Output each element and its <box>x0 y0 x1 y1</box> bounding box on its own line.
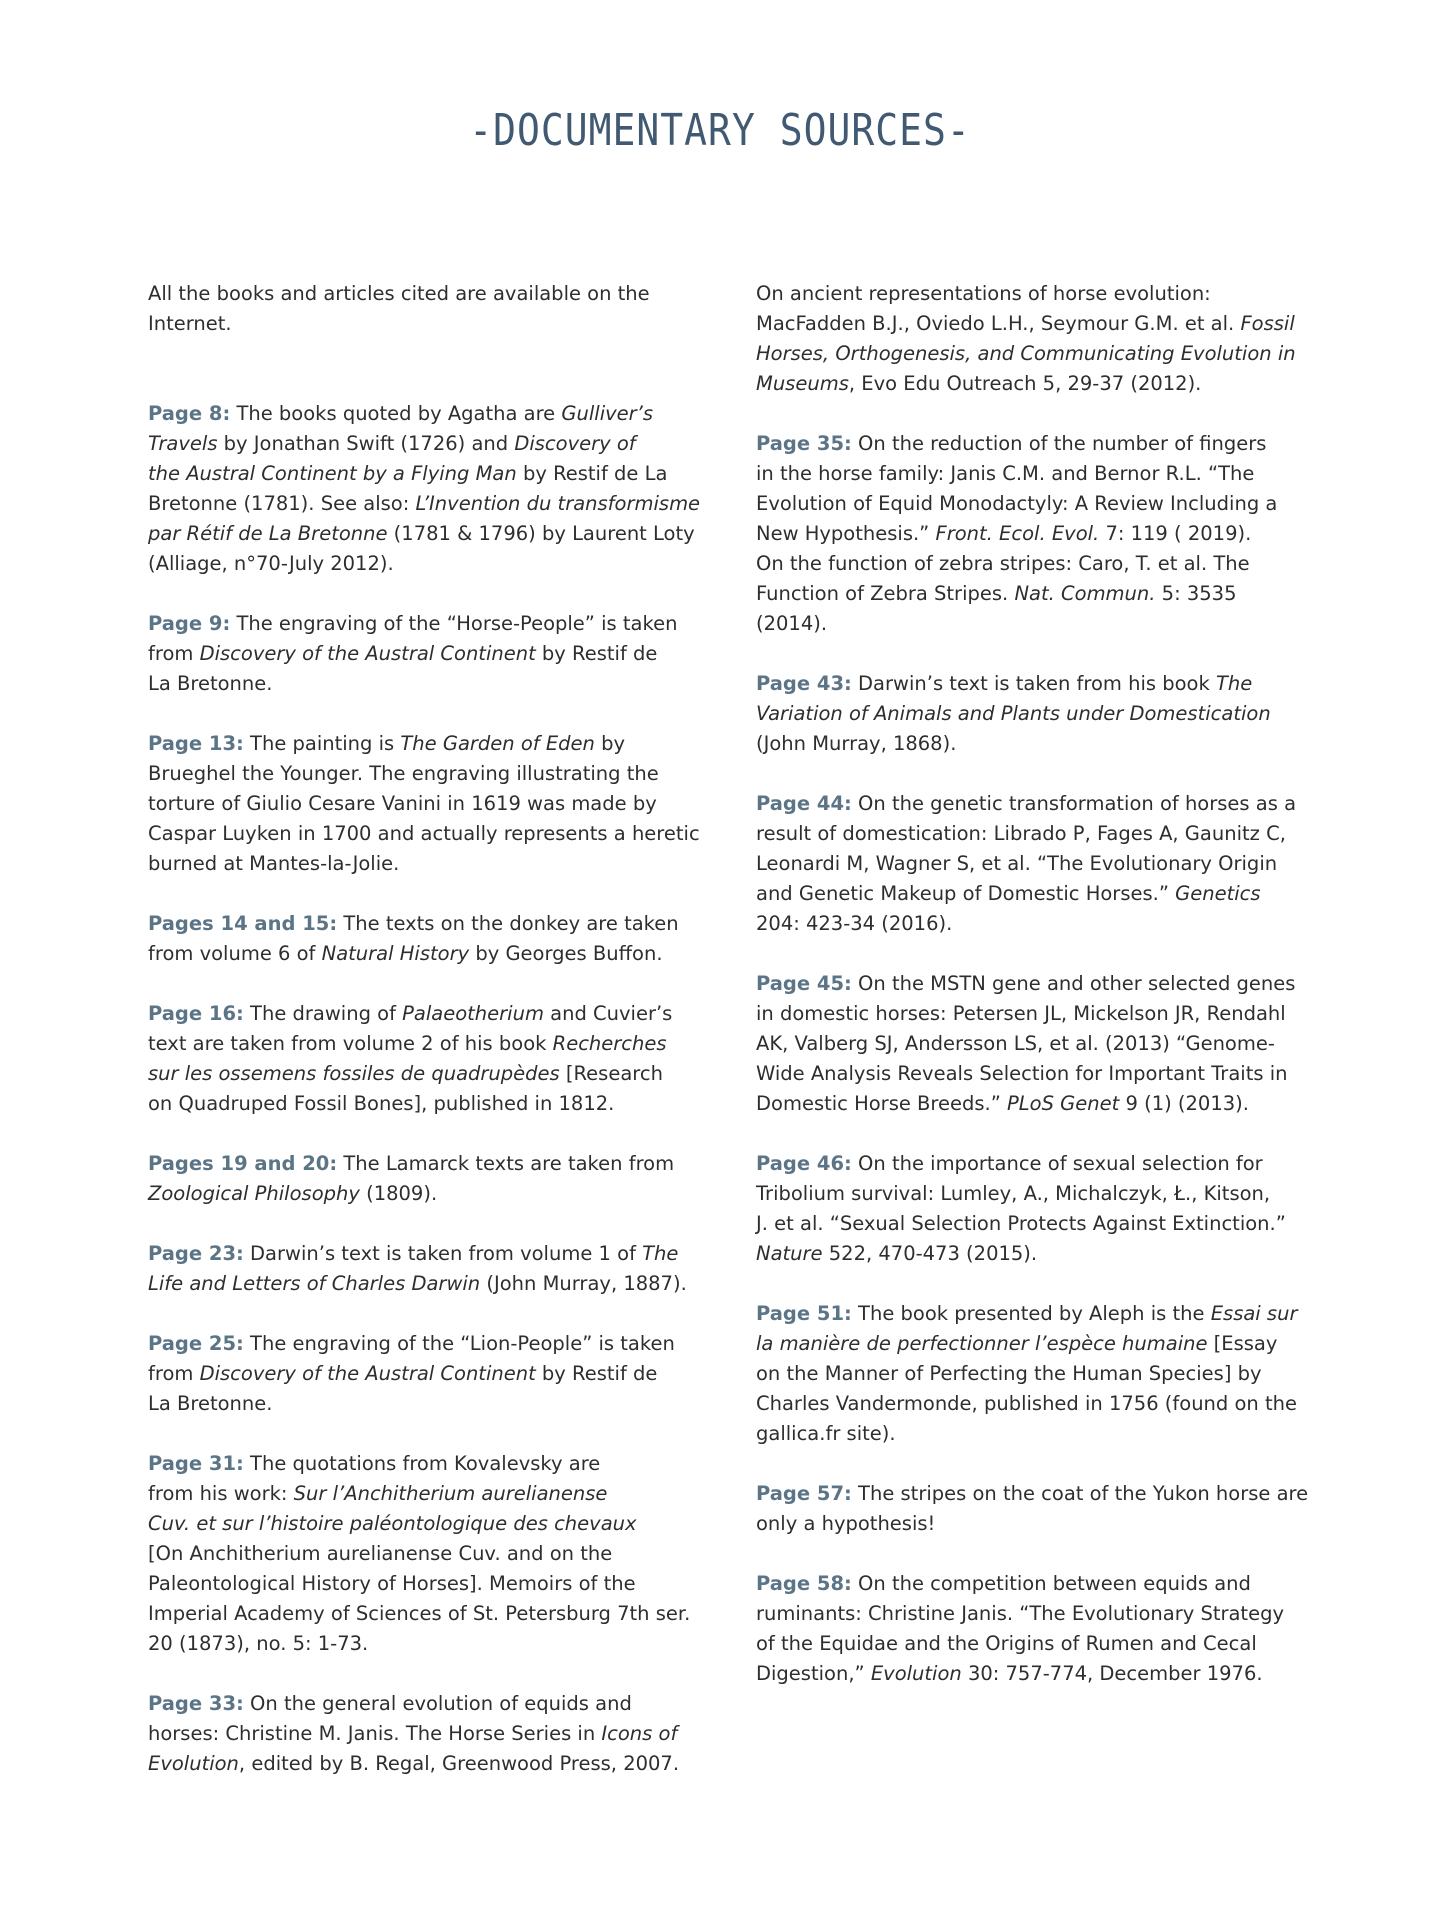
entry-line <box>756 519 1328 549</box>
entry-line <box>756 1629 1328 1659</box>
italic-title: Nature <box>756 1242 823 1265</box>
italic-title: Discovery of the Austral Continent <box>199 1362 536 1385</box>
right-entries <box>756 279 1328 1689</box>
entry-line <box>148 1539 723 1569</box>
entry-text: 9 (1) (2013). <box>1119 1092 1249 1115</box>
italic-title: Recherches <box>552 1032 667 1055</box>
italic-title: Discovery of the Austral Continent <box>199 642 536 665</box>
entry-line <box>756 1479 1328 1509</box>
entry-line <box>148 1629 723 1659</box>
entry-text: by Restif de La <box>516 462 668 485</box>
source-entry <box>756 429 1328 639</box>
page-reference-label: Page 31: <box>148 1452 244 1475</box>
italic-title: PLoS Genet <box>1007 1092 1120 1115</box>
page-reference-label: Page 16: <box>148 1002 244 1025</box>
entry-text: The books quoted by Agatha are <box>230 402 562 425</box>
page-reference-label: Page 33: <box>148 1692 244 1715</box>
entry-line <box>756 819 1328 849</box>
entry-line <box>148 549 723 579</box>
entry-line <box>148 609 723 639</box>
entry-text: on Quadruped Fossil Bones], published in 1812. <box>148 1092 615 1115</box>
entry-line <box>756 279 1328 309</box>
entry-text: Function of Zebra Stripes. <box>756 582 1015 605</box>
entry-line <box>148 1149 723 1179</box>
entry-text: (1809). <box>359 1182 438 1205</box>
entry-text: 522, 470-473 (2015). <box>822 1242 1038 1265</box>
entry-line <box>756 789 1328 819</box>
page-reference-label: Pages 19 and 20: <box>148 1152 338 1175</box>
entry-text: of the Equidae and the Origins of Rumen and Cecal <box>756 1632 1257 1655</box>
entry-line <box>148 1239 723 1269</box>
source-entry <box>148 1329 723 1419</box>
source-entry <box>756 789 1328 939</box>
entry-text: The engraving of the “Lion-People” is taken <box>243 1332 675 1355</box>
left-column <box>148 279 723 1809</box>
entry-text: gallica.fr site). <box>756 1422 896 1445</box>
italic-title: Variation of Animals and Plants under Domestication <box>756 702 1271 725</box>
intro-paragraph <box>148 279 723 339</box>
entry-line <box>756 1209 1328 1239</box>
entry-text: (John Murray, 1887). <box>480 1272 687 1295</box>
entry-text: Bretonne (1781). See also: <box>148 492 416 515</box>
italic-title: Palaeotherium <box>402 1002 544 1025</box>
italic-title: Gulliver’s <box>561 402 654 425</box>
entry-line <box>756 849 1328 879</box>
entry-line <box>148 489 723 519</box>
entry-text: Imperial Academy of Sciences of St. Petersburg 7th ser. <box>148 1602 691 1625</box>
italic-title: la manière de perfectionner l’espèce humaine <box>756 1332 1208 1355</box>
entry-text: On the importance of sexual selection for <box>851 1152 1263 1175</box>
source-entry <box>756 279 1328 399</box>
entry-line <box>148 729 723 759</box>
source-entry <box>148 609 723 699</box>
left-entries <box>148 399 723 1779</box>
italic-title: The <box>1215 672 1253 695</box>
entry-line <box>756 1419 1328 1449</box>
entry-line <box>756 909 1328 939</box>
entry-line <box>148 759 723 789</box>
italic-title: The <box>642 1242 679 1265</box>
entry-text: Tribolium survival: Lumley, A., Michalczyk, Ł., Kitson, <box>756 1182 1271 1205</box>
page-reference-label: Page 44: <box>756 792 852 815</box>
page-reference-label: Page 9: <box>148 612 231 635</box>
entry-line <box>756 1509 1328 1539</box>
entry-text: by Georges Buffon. <box>469 942 663 965</box>
entry-line <box>756 1599 1328 1629</box>
entry-text: from his work: <box>148 1482 294 1505</box>
entry-text: [Essay <box>1207 1332 1278 1355</box>
entry-line <box>756 489 1328 519</box>
entry-text: On the MSTN gene and other selected genes <box>851 972 1296 995</box>
entry-line <box>148 519 723 549</box>
entry-text: from volume 6 of <box>148 942 322 965</box>
source-entry <box>148 1149 723 1209</box>
entry-text: Darwin’s text is taken from volume 1 of <box>243 1242 643 1265</box>
italic-title: Evolution <box>870 1662 962 1685</box>
entry-line <box>148 1479 723 1509</box>
entry-line <box>148 1059 723 1089</box>
entry-line <box>148 1719 723 1749</box>
entry-line <box>148 1329 723 1359</box>
source-entry <box>148 1689 723 1779</box>
italic-title: par Rétif de La Bretonne <box>148 522 388 545</box>
entry-text: by Restif de <box>535 1362 658 1385</box>
entry-text: horses: Christine M. Janis. The Horse Series in <box>148 1722 602 1745</box>
entry-line <box>148 1389 723 1419</box>
italic-title: Natural History <box>321 942 470 965</box>
source-entry <box>756 669 1328 759</box>
entry-text: Darwin’s text is taken from his book <box>851 672 1216 695</box>
entry-line <box>756 1659 1328 1689</box>
entry-text: The texts on the donkey are taken <box>337 912 679 935</box>
entry-text: La Bretonne. <box>148 1392 273 1415</box>
entry-text: The stripes on the coat of the Yukon horse are <box>851 1482 1309 1505</box>
entry-line <box>148 1089 723 1119</box>
entry-line <box>756 1029 1328 1059</box>
page-reference-label: Page 35: <box>756 432 852 455</box>
entry-line <box>148 639 723 669</box>
italic-title: L’Invention du transformisme <box>415 492 701 515</box>
entry-text: text are taken from volume 2 of his book <box>148 1032 553 1055</box>
entry-line <box>756 459 1328 489</box>
entry-line <box>148 789 723 819</box>
entry-text: On the reduction of the number of fingers <box>851 432 1267 455</box>
source-entry <box>148 909 723 969</box>
entry-text: by Restif de <box>535 642 658 665</box>
entry-text: by <box>594 732 626 755</box>
entry-text: Paleontological History of Horses]. Memoirs of the <box>148 1572 636 1595</box>
right-column <box>756 279 1328 1719</box>
entry-text: Leonardi M, Wagner S, et al. “The Evolutionary Origin <box>756 852 1278 875</box>
entry-line <box>148 909 723 939</box>
entry-line <box>148 669 723 699</box>
entry-line <box>148 1689 723 1719</box>
source-entry <box>148 399 723 579</box>
entry-text: 20 (1873), no. 5: 1-73. <box>148 1632 369 1655</box>
italic-title: Front. Ecol. Evol. <box>935 522 1100 545</box>
entry-line <box>756 699 1328 729</box>
entry-text: On the general evolution of equids and <box>243 1692 632 1715</box>
entry-line <box>148 459 723 489</box>
entry-line <box>756 309 1328 339</box>
entry-text: only a hypothesis! <box>756 1512 936 1535</box>
entry-line <box>756 999 1328 1029</box>
entry-text: , Evo Edu Outreach 5, 29-37 (2012). <box>848 372 1202 395</box>
source-entry <box>148 1449 723 1659</box>
entry-text: [On Anchitherium aurelianense Cuv. and on the <box>148 1542 613 1565</box>
entry-text: The quotations from Kovalevsky are <box>243 1452 601 1475</box>
entry-line <box>756 549 1328 579</box>
entry-line <box>148 999 723 1029</box>
source-entry <box>756 1149 1328 1269</box>
entry-text: in the horse family: Janis C.M. and Bernor R.L. “The <box>756 462 1255 485</box>
entry-line <box>148 849 723 879</box>
entry-text: ruminants: Christine Janis. “The Evolutionary Strategy <box>756 1602 1284 1625</box>
entry-text: 204: 423-34 (2016). <box>756 912 953 935</box>
entry-line <box>148 819 723 849</box>
entry-line <box>756 1239 1328 1269</box>
entry-text: The Lamarck texts are taken from <box>337 1152 675 1175</box>
italic-title: Sur l’Anchitherium aurelianense <box>293 1482 608 1505</box>
page-reference-label: Page 13: <box>148 732 244 755</box>
entry-text: from <box>148 1362 200 1385</box>
entry-text: burned at Mantes-la-Jolie. <box>148 852 400 875</box>
entry-line <box>148 429 723 459</box>
italic-title: Zoological Philosophy <box>148 1182 360 1205</box>
page-reference-label: Page 51: <box>756 1302 852 1325</box>
italic-title: The Garden of Eden <box>400 732 595 755</box>
entry-text: J. et al. “Sexual Selection Protects Against Extinction.” <box>756 1212 1286 1235</box>
page-reference-label: Page 23: <box>148 1242 244 1265</box>
italic-title: Discovery of <box>514 432 636 455</box>
entry-text: 7: 119 ( 2019). <box>1099 522 1252 545</box>
entry-text: On the competition between equids and <box>851 1572 1251 1595</box>
entry-text: Digestion,” <box>756 1662 871 1685</box>
entry-text: La Bretonne. <box>148 672 273 695</box>
entry-line <box>148 399 723 429</box>
italic-title: Cuv. et sur l’histoire paléontologique des chevaux <box>148 1512 637 1535</box>
entry-line <box>756 1089 1328 1119</box>
entry-text: New Hypothesis.” <box>756 522 936 545</box>
italic-title: Life and Letters of Charles Darwin <box>148 1272 481 1295</box>
entry-text: from <box>148 642 200 665</box>
entry-text: on the Manner of Perfecting the Human Species] by <box>756 1362 1262 1385</box>
entry-text: in domestic horses: Petersen JL, Mickelson JR, Rendahl <box>756 1002 1286 1025</box>
page-title: -DOCUMENTARY SOURCES- <box>469 104 971 156</box>
italic-title: Icons of <box>601 1722 678 1745</box>
entry-line <box>756 339 1328 369</box>
italic-title: Nat. Commun. <box>1014 582 1156 605</box>
source-entry <box>148 1239 723 1299</box>
entry-text: The engraving of the “Horse-People” is taken <box>230 612 678 635</box>
entry-line <box>148 1269 723 1299</box>
entry-text: On ancient representations of horse evolution: <box>756 282 1211 305</box>
entry-text: (1781 & 1796) by Laurent Loty <box>387 522 695 545</box>
entry-line <box>756 579 1328 609</box>
entry-text: The book presented by Aleph is the <box>851 1302 1211 1325</box>
entry-text: AK, Valberg SJ, Andersson LS, et al. (2013) “Genome- <box>756 1032 1275 1055</box>
entry-line <box>756 1389 1328 1419</box>
entry-line <box>148 1029 723 1059</box>
entry-line <box>756 1149 1328 1179</box>
entry-text: MacFadden B.J., Oviedo L.H., Seymour G.M. et al. <box>756 312 1241 335</box>
source-entry <box>756 1569 1328 1689</box>
page-reference-label: Page 43: <box>756 672 852 695</box>
page-reference-label: Page 25: <box>148 1332 244 1355</box>
source-entry <box>148 729 723 879</box>
entry-line <box>148 1599 723 1629</box>
entry-line <box>756 879 1328 909</box>
entry-text: On the function of zebra stripes: Caro, T. et al. The <box>756 552 1250 575</box>
entry-text: , edited by B. Regal, Greenwood Press, 2007. <box>238 1752 680 1775</box>
italic-title: the Austral Continent by a Flying Man <box>148 462 517 485</box>
entry-text: Charles Vandermonde, published in 1756 (found on the <box>756 1392 1297 1415</box>
entry-text: [Research <box>559 1062 663 1085</box>
entry-line <box>756 609 1328 639</box>
entry-line <box>148 1179 723 1209</box>
entry-line <box>756 429 1328 459</box>
source-entry <box>756 1479 1328 1539</box>
entry-text: Domestic Horse Breeds.” <box>756 1092 1008 1115</box>
entry-text: 30: 757-774, December 1976. <box>961 1662 1263 1685</box>
entry-text: Evolution of Equid Monodactyly: A Review Including a <box>756 492 1278 515</box>
page-reference-label: Page 45: <box>756 972 852 995</box>
entry-line <box>148 939 723 969</box>
entry-text: by Jonathan Swift (1726) and <box>217 432 515 455</box>
source-entry <box>756 969 1328 1119</box>
source-entry <box>148 999 723 1119</box>
entry-text: (John Murray, 1868). <box>756 732 957 755</box>
italic-title: Museums <box>756 372 849 395</box>
entry-text: 5: 3535 <box>1155 582 1237 605</box>
entry-line <box>148 1749 723 1779</box>
entry-line <box>148 1359 723 1389</box>
entry-line <box>756 729 1328 759</box>
italic-title: Travels <box>148 432 218 455</box>
entry-line <box>756 969 1328 999</box>
italic-title: Genetics <box>1175 882 1261 905</box>
entry-text: On the genetic transformation of horses as a <box>851 792 1297 815</box>
entry-text: The drawing of <box>243 1002 403 1025</box>
entry-line <box>756 1179 1328 1209</box>
entry-line <box>756 669 1328 699</box>
entry-line <box>756 1359 1328 1389</box>
entry-text: result of domestication: Librado P, Fages A, Gaunitz C, <box>756 822 1286 845</box>
page-reference-label: Page 8: <box>148 402 231 425</box>
entry-line <box>148 1449 723 1479</box>
entry-line <box>148 1509 723 1539</box>
entry-text: (2014). <box>756 612 828 635</box>
page-reference-label: Page 46: <box>756 1152 852 1175</box>
italic-title: Horses, Orthogenesis, and Communicating Evolution in <box>756 342 1296 365</box>
italic-title: Essai sur <box>1210 1302 1298 1325</box>
entry-text: and Genetic Makeup of Domestic Horses.” <box>756 882 1176 905</box>
entry-text: and Cuvier’s <box>543 1002 673 1025</box>
entry-text: Caspar Luyken in 1700 and actually represents a heretic <box>148 822 700 845</box>
entry-text: (Alliage, n°70-July 2012). <box>148 552 394 575</box>
page-reference-label: Pages 14 and 15: <box>148 912 338 935</box>
intro-line: All the books and articles cited are available on the <box>148 282 650 305</box>
entry-text: Brueghel the Younger. The engraving illustrating the <box>148 762 659 785</box>
page-reference-label: Page 58: <box>756 1572 852 1595</box>
italic-title: Evolution <box>148 1752 239 1775</box>
entry-line <box>756 369 1328 399</box>
italic-title: sur les ossemens fossiles de quadrupèdes <box>148 1062 560 1085</box>
entry-text: torture of Giulio Cesare Vanini in 1619 was made by <box>148 792 657 815</box>
source-entry <box>756 1299 1328 1449</box>
entry-line <box>756 1329 1328 1359</box>
italic-title: Fossil <box>1240 312 1295 335</box>
entry-line <box>756 1299 1328 1329</box>
entry-line <box>148 1569 723 1599</box>
entry-text: Wide Analysis Reveals Selection for Important Traits in <box>756 1062 1288 1085</box>
entry-line <box>756 1569 1328 1599</box>
intro-line: Internet. <box>148 312 232 335</box>
page-reference-label: Page 57: <box>756 1482 852 1505</box>
entry-line <box>756 1059 1328 1089</box>
entry-text: The painting is <box>243 732 401 755</box>
